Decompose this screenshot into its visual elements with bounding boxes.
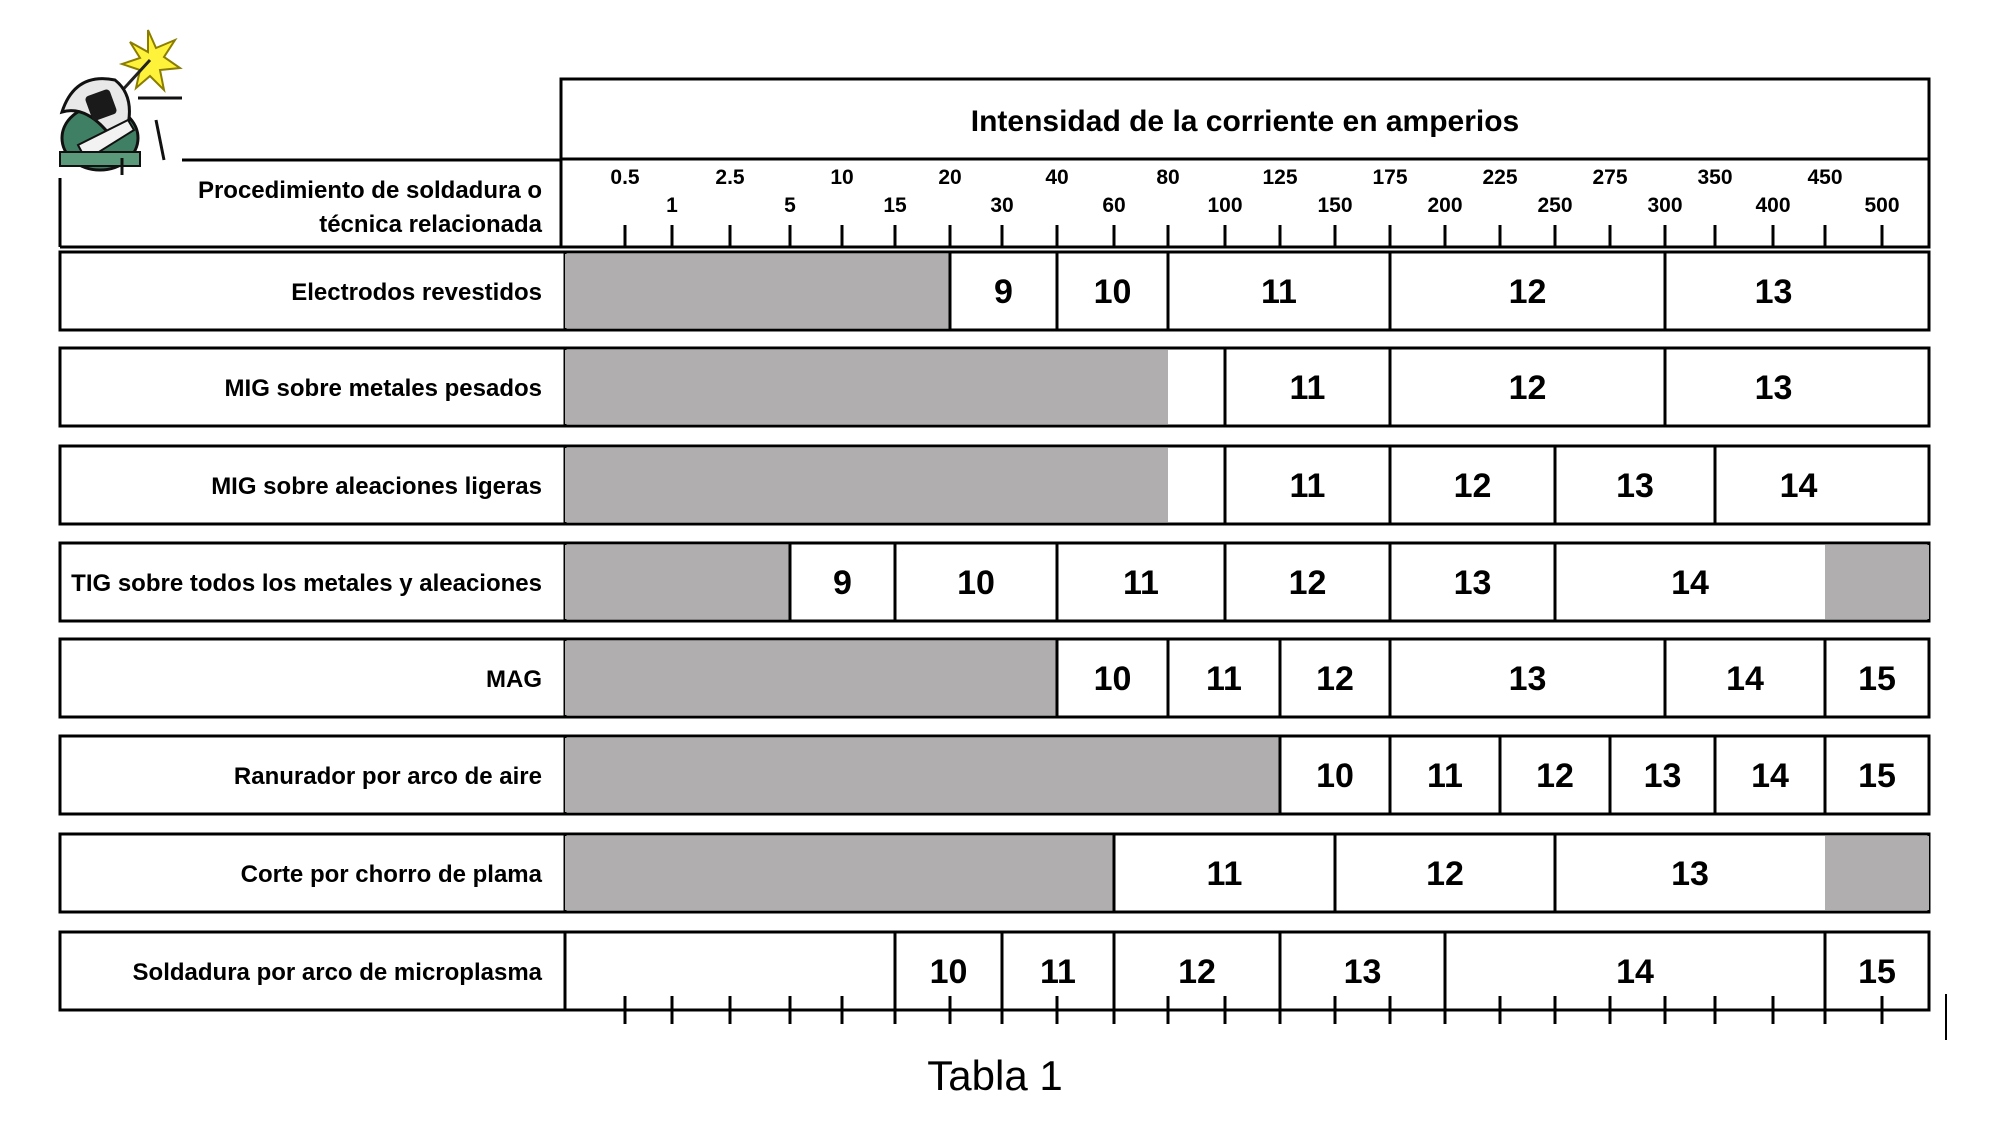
shade-number: 15: [1858, 953, 1896, 991]
shade-number: 15: [1858, 757, 1896, 795]
axis-tick-label: 400: [1755, 194, 1791, 217]
axis-tick-label: 300: [1647, 194, 1683, 217]
header-title: Intensidad de la corriente en amperios: [970, 105, 1520, 138]
table-row: [60, 834, 1929, 912]
axis-tick-label: 2.5: [715, 166, 745, 189]
welder-icon: [60, 30, 182, 175]
shade-number: 10: [1093, 273, 1132, 311]
row-label: TIG sobre todos los metales y aleaciones: [71, 570, 542, 597]
axis-tick-label: 150: [1317, 194, 1353, 217]
shaded-range: [1825, 836, 1929, 910]
axis-tick-label: 40: [1045, 166, 1069, 189]
shaded-range: [565, 254, 950, 328]
shade-number: 13: [1643, 757, 1682, 795]
shade-number: 10: [957, 564, 995, 602]
shade-number: 14: [1671, 564, 1709, 602]
table-row: [60, 543, 1929, 621]
axis-tick-label: 275: [1592, 166, 1628, 189]
row-label: Soldadura por arco de microplasma: [132, 959, 542, 986]
shaded-range: [565, 448, 1168, 522]
axis-tick-label: 0.5: [610, 166, 640, 189]
shade-number: 10: [1316, 757, 1354, 795]
row-label: Ranurador por arco de aire: [233, 763, 542, 790]
shade-number: 13: [1453, 564, 1492, 602]
shade-number: 11: [1123, 564, 1159, 602]
row-label: Electrodos revestidos: [291, 279, 542, 306]
row-label: MIG sobre metales pesados: [224, 375, 542, 402]
shade-number: 14: [1726, 660, 1764, 698]
axis-tick-label: 5: [784, 194, 796, 217]
axis-tick-labels: [610, 166, 1899, 217]
axis-tick-label: 30: [990, 194, 1014, 217]
axis-tick-label: 1: [666, 194, 678, 217]
axis-tick-label: 60: [1102, 194, 1126, 217]
axis-tick-label: 200: [1427, 194, 1463, 217]
table-header: [60, 79, 1929, 247]
header-label-line1: Procedimiento de soldadura o: [197, 177, 542, 204]
axis-tick-label: 225: [1482, 166, 1518, 189]
shade-number: 9: [833, 564, 852, 602]
axis-tick-label: 20: [938, 166, 962, 189]
shade-number: 12: [1453, 467, 1492, 505]
shaded-range: [565, 350, 1168, 424]
shade-number: 15: [1858, 660, 1896, 698]
row-value-band: [565, 932, 1929, 1010]
shade-number: 13: [1616, 467, 1654, 505]
table-row: [60, 348, 1929, 426]
axis-tick-label: 100: [1207, 194, 1243, 217]
shade-number: 11: [1289, 467, 1326, 505]
row-label: MIG sobre aleaciones ligeras: [211, 473, 542, 500]
axis-tick-label: 125: [1262, 166, 1298, 189]
shade-number: 13: [1754, 273, 1793, 311]
axis-tick-marks: [565, 225, 1929, 247]
shade-number: 12: [1316, 660, 1354, 698]
shade-number: 12: [1508, 369, 1547, 407]
axis-tick-label: 175: [1372, 166, 1408, 189]
table-rows: [60, 252, 1929, 1010]
shade-number: 12: [1426, 855, 1464, 893]
shade-number: 12: [1178, 953, 1216, 991]
row-label: MAG: [486, 666, 542, 693]
shade-number: 11: [1261, 273, 1297, 311]
table-row: [60, 932, 1929, 1010]
shade-number: 12: [1536, 757, 1574, 795]
table-row: [60, 736, 1929, 814]
shade-number: 13: [1671, 855, 1709, 893]
table-caption: Tabla 1: [927, 1052, 1063, 1099]
axis-tick-label: 80: [1156, 166, 1180, 189]
table-row: [60, 639, 1929, 717]
shade-number: 13: [1754, 369, 1793, 407]
shade-number: 11: [1427, 757, 1463, 795]
shade-number: 11: [1206, 855, 1243, 893]
axis-tick-label: 10: [830, 166, 854, 189]
shade-number: 9: [994, 273, 1013, 311]
axis-tick-label: 250: [1537, 194, 1573, 217]
shade-number: 13: [1508, 660, 1547, 698]
axis-tick-label: 15: [883, 194, 907, 217]
shade-number: 11: [1289, 369, 1326, 407]
shade-number: 14: [1751, 757, 1789, 795]
shaded-range: [565, 545, 790, 619]
axis-tick-label: 350: [1697, 166, 1733, 189]
shade-number: 10: [1093, 660, 1132, 698]
shade-number: 14: [1616, 953, 1654, 991]
axis-tick-label: 500: [1864, 194, 1900, 217]
shade-number: 12: [1508, 273, 1547, 311]
shade-number: 12: [1288, 564, 1327, 602]
shaded-range: [565, 641, 1057, 715]
axis-tick-label: 450: [1807, 166, 1843, 189]
shade-number: 11: [1040, 953, 1076, 991]
shade-number: 10: [929, 953, 968, 991]
table-row: [60, 446, 1929, 524]
table-row: [60, 252, 1929, 330]
shade-number: 14: [1779, 467, 1818, 505]
shaded-range: [565, 738, 1280, 812]
row-label: Corte por chorro de plama: [240, 861, 542, 888]
shaded-range: [565, 836, 1114, 910]
shade-number: 13: [1343, 953, 1382, 991]
shaded-range: [1825, 545, 1929, 619]
shade-number: 11: [1206, 660, 1242, 698]
header-label-line2: técnica relacionada: [319, 211, 542, 238]
